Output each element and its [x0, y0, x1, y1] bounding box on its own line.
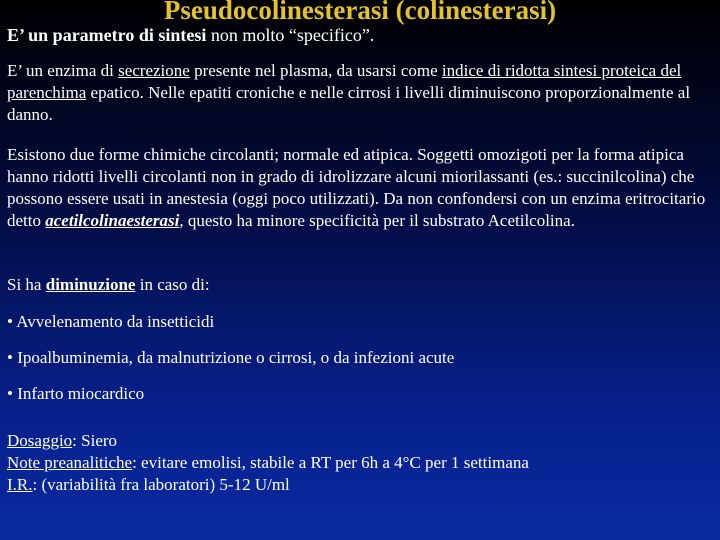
p2-acetilcolinaesterasi: acetilcolinaesterasi — [45, 211, 180, 230]
p1-underline-indice: indice di ridotta sintesi proteica del parenchima — [7, 61, 682, 102]
p1-text-1: E’ un enzima di — [7, 61, 119, 80]
paragraph-diminuzione — [7, 274, 713, 296]
paragraph-forms — [7, 144, 713, 232]
footer-value: : Siero — [72, 431, 118, 450]
footer-info — [7, 430, 713, 496]
p3-text-1: Si ha — [7, 275, 46, 294]
paragraph-enzyme — [7, 60, 713, 126]
p1-text-2: presente nel plasma, da usarsi come — [189, 61, 442, 80]
footer-line-ir — [7, 474, 713, 496]
footer-label: Note preanalitiche — [7, 453, 133, 472]
footer-value: : evitare emolisi, stabile a RT per 6h a 4°C per 1 settimana — [132, 453, 529, 472]
slide-title: Pseudocolinesterasi (colinesterasi) — [163, 0, 557, 25]
p2-text-2: , questo ha minore specificità per il substrato Acetilcolina. — [179, 211, 575, 230]
footer-value: : (variabilità fra laboratori) 5-12 U/ml — [32, 475, 290, 494]
subtitle-rest: non molto “specifico”. — [206, 25, 375, 45]
p3-text-2: in caso di: — [135, 275, 210, 294]
slide-subtitle — [7, 24, 374, 46]
bullet-item: • Ipoalbuminemia, da malnutrizione o cirrosi, o da infezioni acute — [7, 348, 455, 367]
p1-text-3: epatico. Nelle epatiti croniche e nelle cirrosi i livelli diminuiscono proporzionalmente al danno. — [7, 83, 691, 124]
bullet-item: • Infarto miocardico — [7, 384, 145, 403]
p3-diminuzione: diminuzione — [45, 275, 136, 294]
bullet-item: • Avvelenamento da insetticidi — [7, 312, 215, 331]
footer-label: Dosaggio — [7, 431, 73, 450]
footer-line-dosaggio — [7, 430, 713, 452]
subtitle-bold: E’ un parametro di sintesi — [7, 25, 207, 45]
p1-underline-secrezione: secrezione — [118, 61, 190, 80]
footer-label: I.R. — [7, 475, 33, 494]
footer-line-note — [7, 452, 713, 474]
p2-text-1: Esistono due forme chimiche circolanti; normale ed atipica. Soggetti omozigoti per la forma atipica hanno ridotti livelli circolanti non in grado di idrolizzare alcuni miorilassanti (es.: succinilcolina) che possono essere usati in anestesia (oggi poco utilizzati). Da non confondersi con un enzima eritrocitario detto — [7, 145, 706, 230]
